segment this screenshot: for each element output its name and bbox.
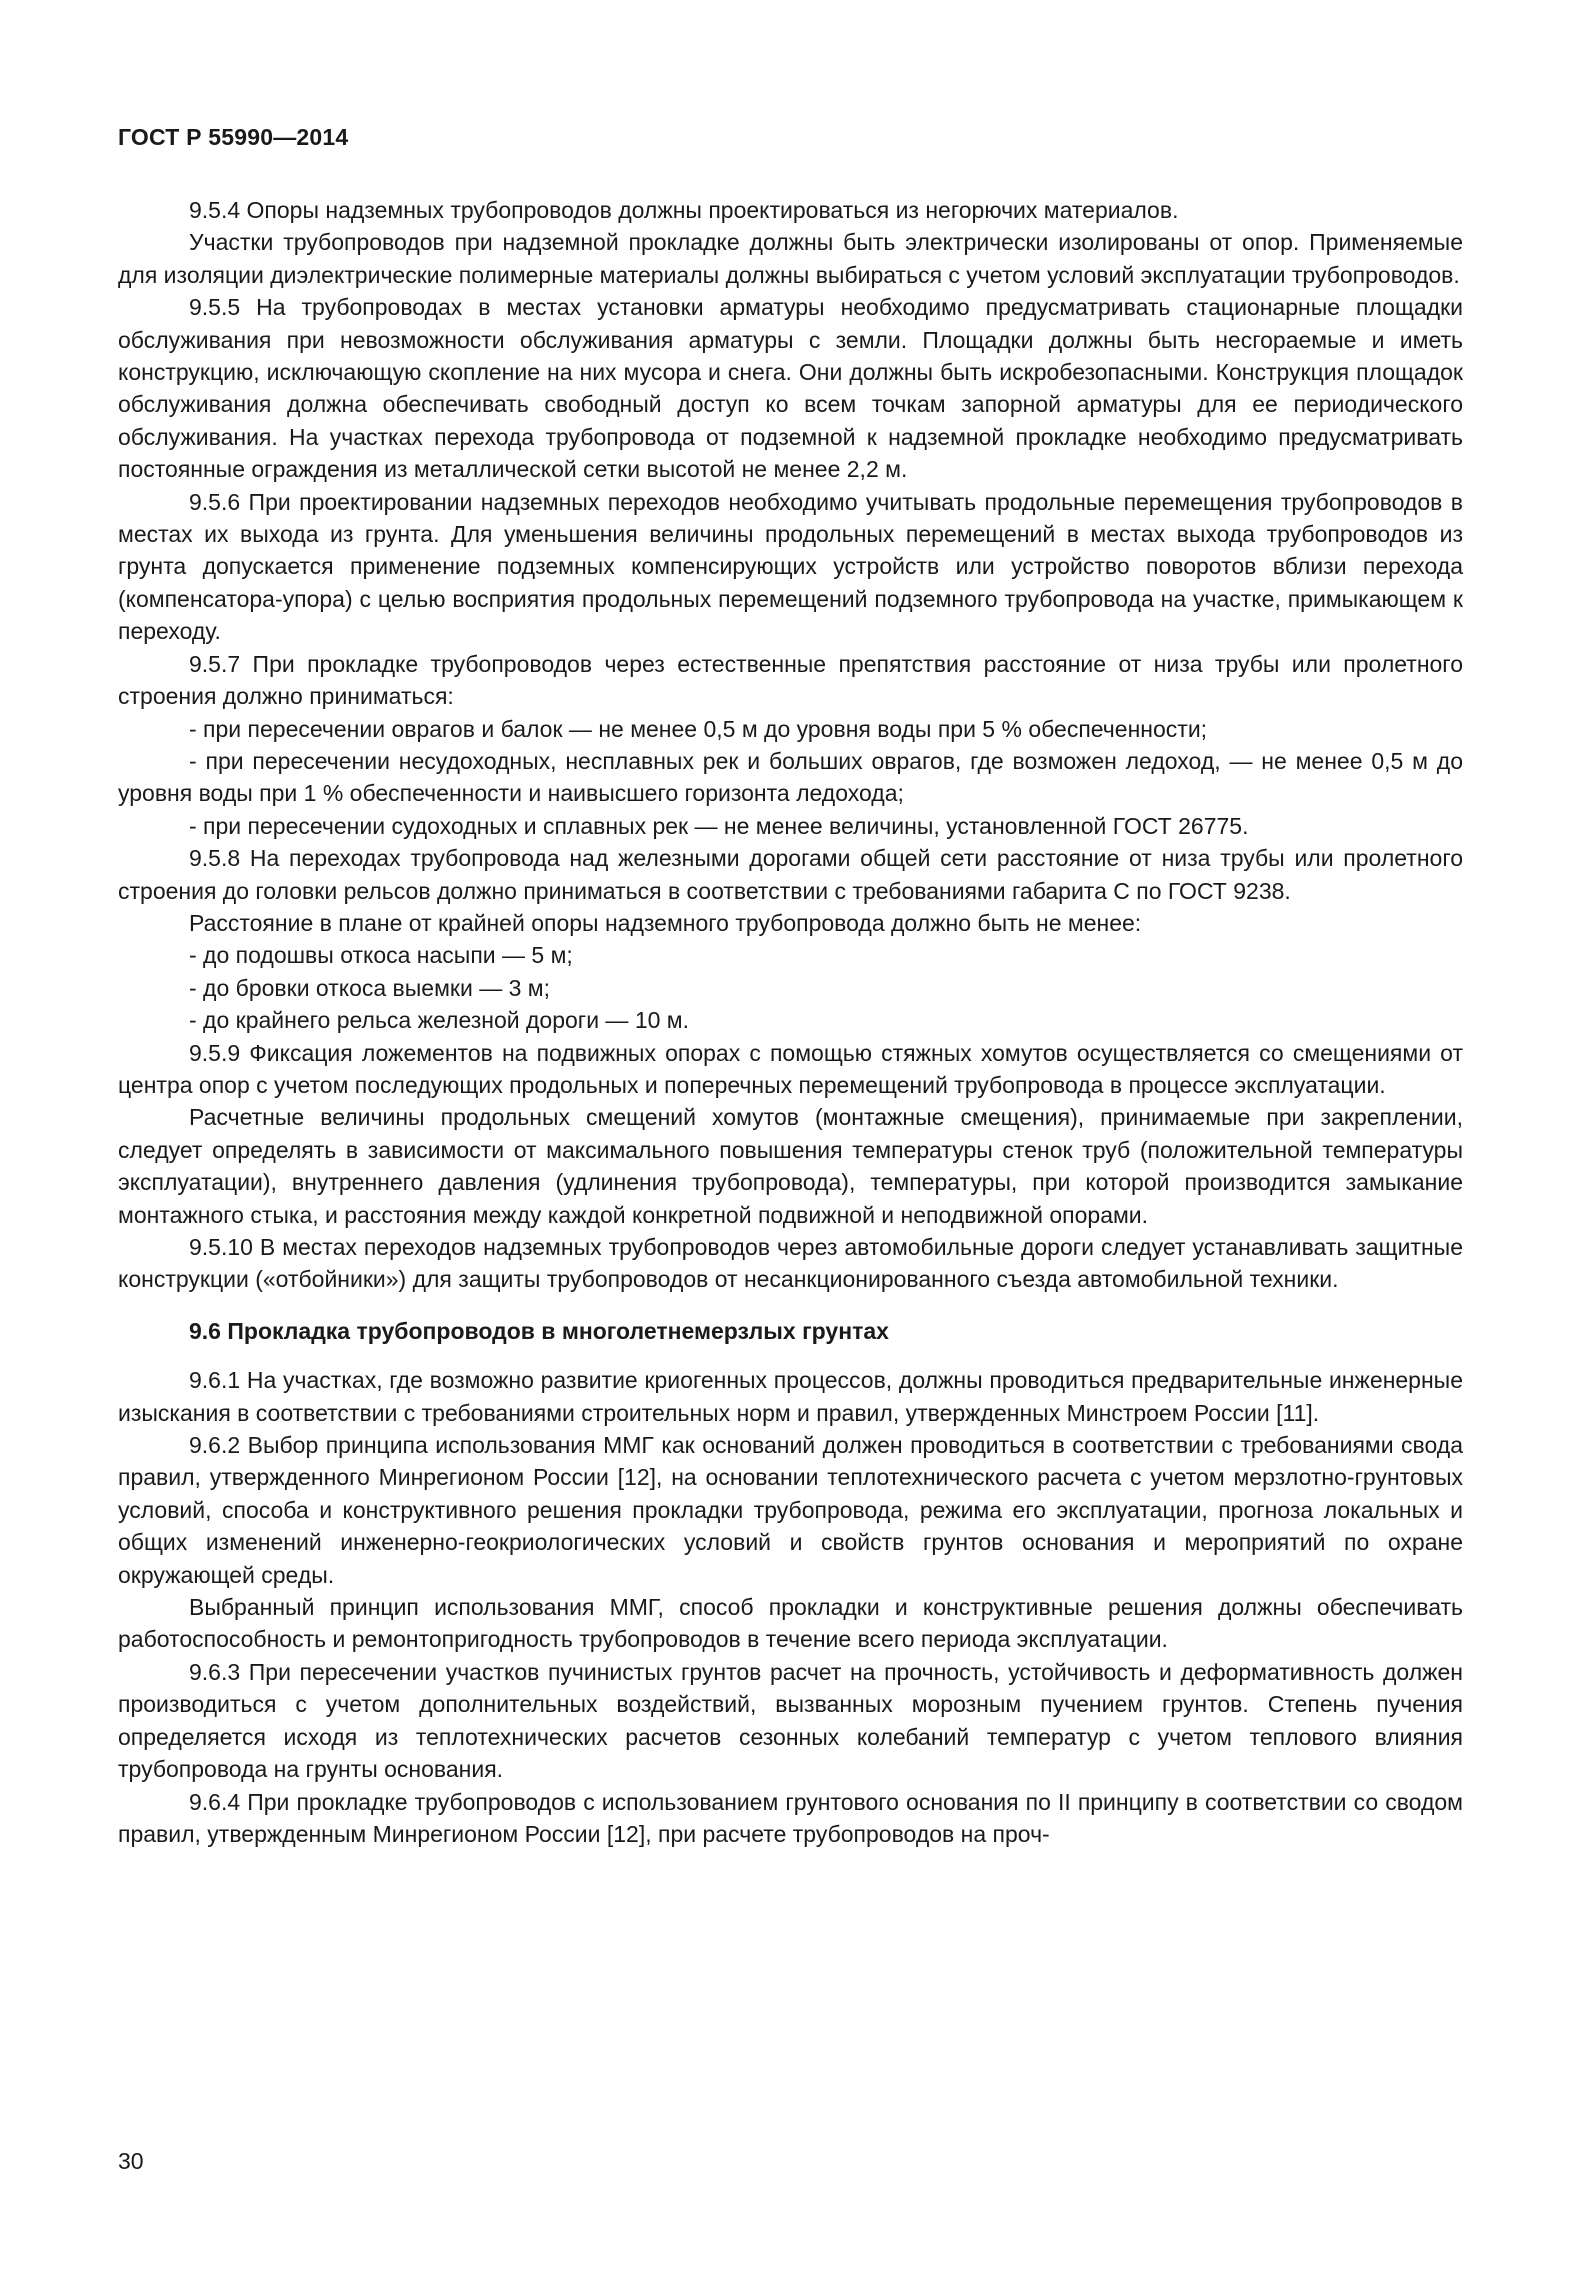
paragraph-9-6-4: 9.6.4 При прокладке трубопроводов с использованием грунтового основания по II принципу в соответствии со сводом правил, утвержденным Минрегионом России [12], при расчете трубопроводов на проч- (118, 1788, 1463, 1847)
paragraph-9-5-9: 9.5.9 Фиксация ложементов на подвижных опорах с помощью стяжных хомутов осуществляется со смещениями от центра опор с учетом последующих продольных и поперечных перемещений трубопровода в процессе эксплуатации. (118, 1039, 1463, 1098)
paragraph-9-6-2-continued: Выбранный принцип использования ММГ, способ прокладки и конструктивные решения должны обеспечивать работоспособность и ремонтопригодность трубопроводов в течение всего периода эксплуатации. (118, 1594, 1463, 1653)
paragraph-9-5-4-continued: Участки трубопроводов при надземной прокладке должны быть электрически изолированы от опор. Применяемые для изоляции диэлектрические полимерные материалы должны выбираться с учетом условий эксплуатации трубопроводов. (118, 229, 1463, 288)
section-heading-9-6: 9.6 Прокладка трубопроводов в многолетнемерзлых грунтах (189, 1317, 889, 1344)
paragraph-9-5-9-continued: Расчетные величины продольных смещений хомутов (монтажные смещения), принимаемые при закреплении, следует определять в зависимости от максимального повышения температуры стенок труб (положительной температуры эксплуатации), внутреннего давления (удлинения трубопровода), температуры, при которой производится замыкание монтажного стыка, и расстояния между каждой конкретной подвижной и неподвижной опорами. (118, 1104, 1463, 1228)
list-item-rail: - до крайнего рельса железной дороги — 10 м. (189, 1007, 689, 1034)
paragraph-9-5-8-distance: Расстояние в плане от крайней опоры надземного трубопровода должно быть не менее: (189, 909, 1142, 936)
list-item-non-navigable-rivers: - при пересечении несудоходных, несплавных рек и больших оврагов, где возможен ледоход, — не менее 0,5 м до уровня воды при 1 % обеспеченности и наивысшего горизонта ледохода; (118, 747, 1463, 807)
paragraph-9-5-6: 9.5.6 При проектировании надземных переходов необходимо учитывать продольные перемещения трубопроводов в местах их выхода из грунта. Для уменьшения величины продольных перемещений в местах выхода трубопроводов из грунта допускается применение подземных компенсирующих устройств или устройство поворотов вблизи перехода (компенсатора-упора) с целью восприятия продольных перемещений подземного трубопровода на участке, примыкающем к переходу. (118, 488, 1463, 645)
paragraph-9-6-1: 9.6.1 На участках, где возможно развитие криогенных процессов, должны проводиться предварительные инженерные изыскания в соответствии с требованиями строительных норм и правил, утвержденных Минстроем России [11]. (118, 1367, 1463, 1426)
paragraph-9-6-3: 9.6.3 При пересечении участков пучинистых грунтов расчет на прочность, устойчивость и деформативность должен производиться с учетом дополнительных воздействий, вызванных морозным пучением грунтов. Степень пучения определяется исходя из теплотехнических расчетов сезонных колебаний температур с учетом теплового влияния трубопровода на грунты основания. (118, 1658, 1463, 1783)
paragraph-9-6-2: 9.6.2 Выбор принципа использования ММГ как оснований должен проводиться в соответствии с требованиями свода правил, утвержденного Минрегионом России [12], на основании теплотехнического расчета с учетом мерзлотно-грунтовых условий, способа и конструктивного решения прокладки трубопровода, режима его эксплуатации, прогноза локальных и общих изменений инженерно-геокриологических условий и свойств грунтов основания и мероприятий по охране окружающей среды. (118, 1432, 1463, 1588)
paragraph-9-5-10: 9.5.10 В местах переходов надземных трубопроводов через автомобильные дороги следует устанавливать защитные конструкции («отбойники») для защиты трубопроводов от несанкционированного съезда автомобильной техники. (118, 1234, 1463, 1293)
paragraph-9-5-8: 9.5.8 На переходах трубопровода над железными дорогами общей сети расстояние от низа трубы или пролетного строения до головки рельсов должно приниматься в соответствии с требованиями габарита С по ГОСТ 9238. (118, 845, 1463, 904)
document-code-header: ГОСТ Р 55990—2014 (118, 124, 349, 150)
list-item-navigable-rivers: - при пересечении судоходных и сплавных рек — не менее величины, установленной ГОСТ 26775. (189, 812, 1249, 839)
paragraph-9-5-5: 9.5.5 На трубопроводах в местах установки арматуры необходимо предусматривать стационарные площадки обслуживания при невозможности обслуживания арматуры с земли. Площадки должны быть несгораемые и иметь конструкцию, исключающую скопление на них мусора и снега. Они должны быть искробезопасными. Конструкция площадок обслуживания должна обеспечивать свободный доступ ко всем точкам запорной арматуры для ее периодического обслуживания. На участках перехода трубопровода от подземной к надземной прокладке необходимо предусматривать постоянные ограждения из металлической сетки высотой не менее 2,2 м. (118, 294, 1463, 483)
list-item-cutting: - до бровки откоса выемки — 3 м; (189, 974, 550, 1001)
list-item-ravines: - при пересечении оврагов и балок — не менее 0,5 м до уровня воды при 5 % обеспеченности; (189, 715, 1208, 742)
page-number: 30 (118, 2148, 144, 2174)
paragraph-9-5-7: 9.5.7 При прокладке трубопроводов через естественные препятствия расстояние от низа трубы или пролетного строения должно приниматься: (118, 650, 1463, 710)
list-item-embankment: - до подошвы откоса насыпи — 5 м; (189, 942, 573, 969)
paragraph-9-5-4: 9.5.4 Опоры надземных трубопроводов должны проектироваться из негорючих материалов. (189, 197, 1179, 223)
document-body (118, 194, 1463, 1850)
